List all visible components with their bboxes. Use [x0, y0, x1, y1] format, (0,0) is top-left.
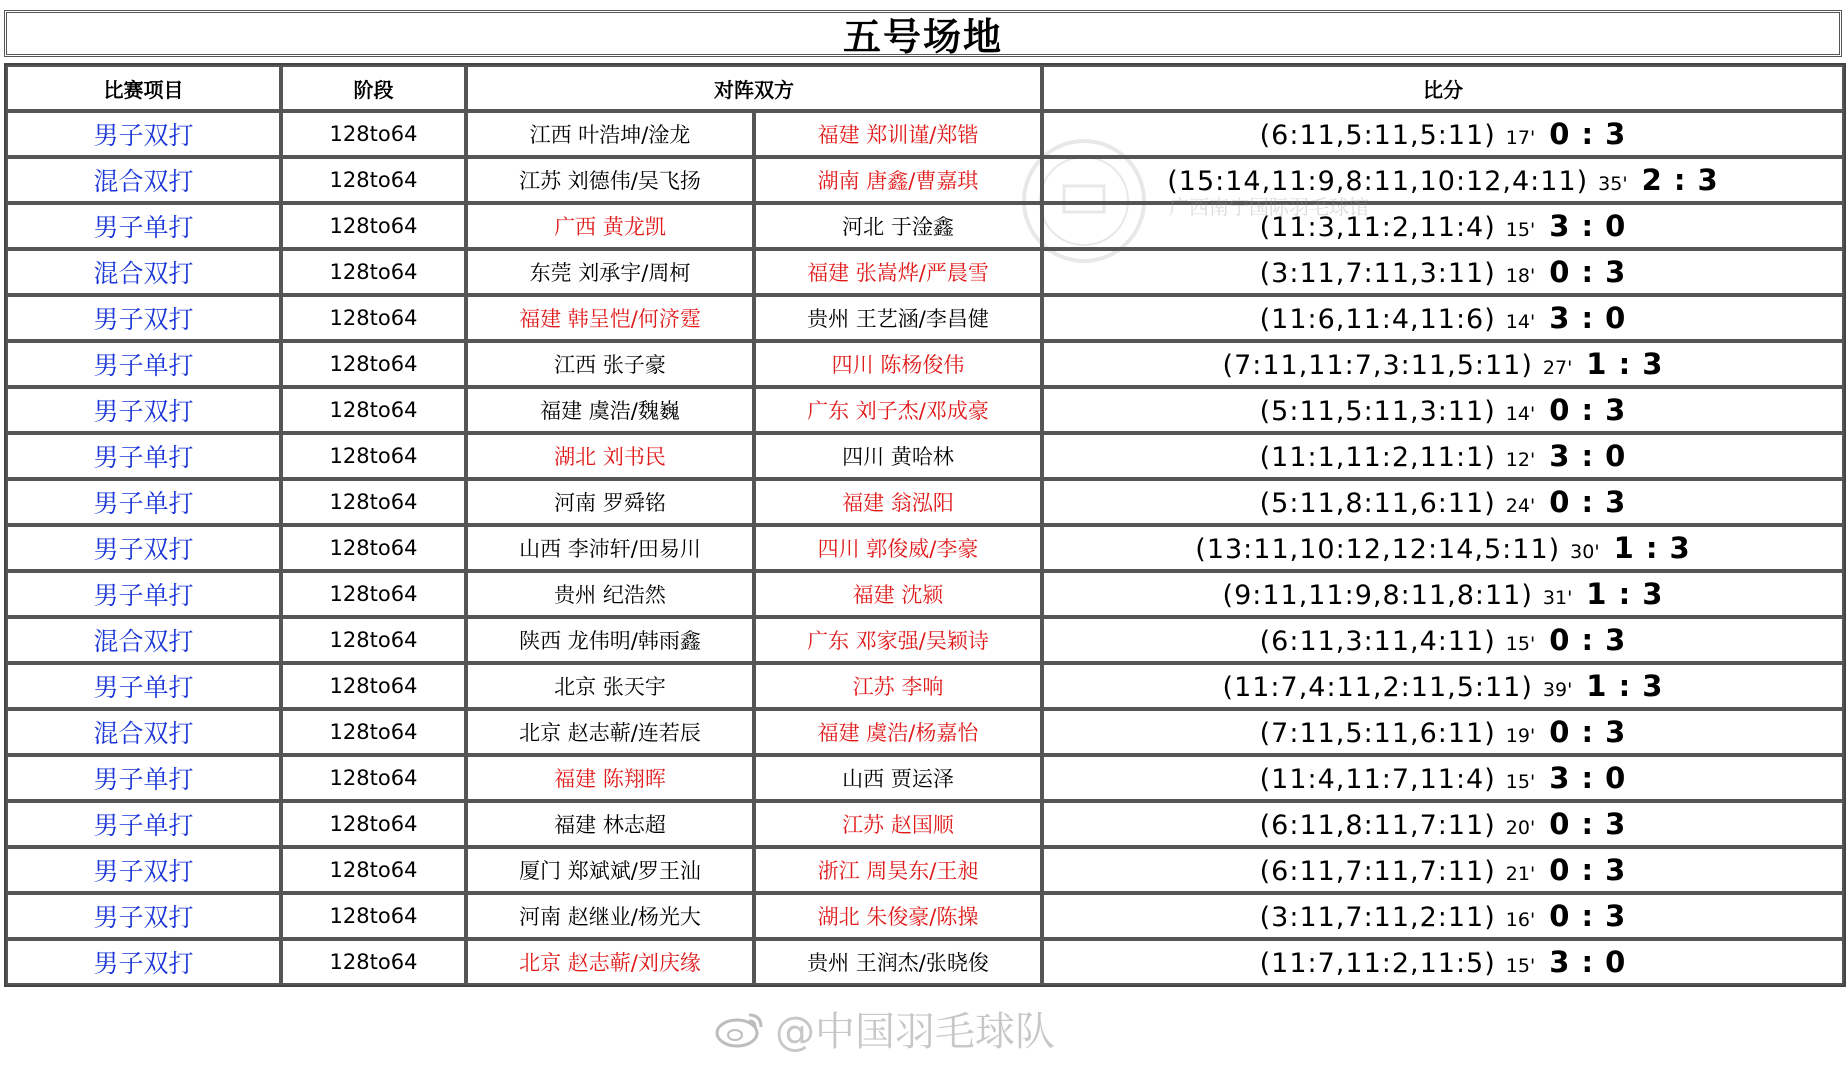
event-link[interactable]: 男子单打 — [6, 433, 281, 479]
match-result: 0 : 3 — [1549, 255, 1627, 289]
score-cell — [1042, 295, 1844, 341]
player-two-cell: 福建 虞浩/杨嘉怡 — [754, 709, 1042, 755]
match-duration: 12' — [1505, 449, 1536, 471]
stage-cell: 128to64 — [281, 203, 466, 249]
game-scores: (6:11,8:11,7:11) — [1259, 810, 1496, 841]
match-duration: 15' — [1505, 771, 1536, 793]
table-row — [6, 801, 1844, 847]
match-duration: 24' — [1505, 495, 1536, 517]
event-link[interactable]: 男子单打 — [6, 571, 281, 617]
player-one-cell: 东莞 刘承宇/周柯 — [466, 249, 754, 295]
match-duration: 35' — [1598, 173, 1628, 195]
table-row — [6, 157, 1844, 203]
player-one-cell: 北京 张天宇 — [466, 663, 754, 709]
stage-cell: 128to64 — [281, 157, 466, 203]
table-row — [6, 111, 1844, 157]
match-result: 0 : 3 — [1549, 623, 1627, 657]
player-one-cell: 厦门 郑斌斌/罗王汕 — [466, 847, 754, 893]
header-event: 比赛项目 — [6, 65, 281, 111]
match-result: 0 : 3 — [1549, 393, 1627, 427]
score-cell — [1042, 387, 1844, 433]
score-cell — [1042, 249, 1844, 295]
player-two-cell: 四川 郭俊威/李豪 — [754, 525, 1042, 571]
player-two-cell: 贵州 王润杰/张晓俊 — [754, 939, 1042, 985]
match-duration: 17' — [1505, 127, 1536, 149]
player-one-cell: 河南 赵继业/杨光大 — [466, 893, 754, 939]
stage-cell: 128to64 — [281, 893, 466, 939]
player-two-cell: 山西 贾运泽 — [754, 755, 1042, 801]
match-result: 1 : 3 — [1586, 577, 1664, 611]
score-cell — [1042, 663, 1844, 709]
match-result: 2 : 3 — [1641, 163, 1719, 197]
event-link[interactable]: 男子双打 — [6, 525, 281, 571]
match-duration: 15' — [1505, 219, 1536, 241]
player-one-cell: 湖北 刘书民 — [466, 433, 754, 479]
match-result: 1 : 3 — [1586, 669, 1664, 703]
stage-cell: 128to64 — [281, 847, 466, 893]
player-two-cell: 广东 邓家强/吴颖诗 — [754, 617, 1042, 663]
table-row — [6, 433, 1844, 479]
score-cell — [1042, 939, 1844, 985]
header-row — [6, 65, 1844, 111]
match-result: 3 : 0 — [1549, 209, 1627, 243]
table-row — [6, 663, 1844, 709]
match-duration: 15' — [1505, 955, 1536, 977]
game-scores: (11:1,11:2,11:1) — [1259, 442, 1496, 473]
player-one-cell: 福建 虞浩/魏巍 — [466, 387, 754, 433]
player-one-cell: 福建 韩呈恺/何济霆 — [466, 295, 754, 341]
game-scores: (6:11,5:11,5:11) — [1259, 120, 1496, 151]
event-link[interactable]: 男子双打 — [6, 387, 281, 433]
stage-cell: 128to64 — [281, 525, 466, 571]
match-duration: 18' — [1505, 265, 1536, 287]
player-two-cell: 四川 陈杨俊伟 — [754, 341, 1042, 387]
match-duration: 15' — [1505, 633, 1536, 655]
match-duration: 20' — [1505, 817, 1536, 839]
game-scores: (11:7,11:2,11:5) — [1259, 948, 1496, 979]
game-scores: (13:11,10:12,12:14,5:11) — [1195, 534, 1561, 565]
score-cell — [1042, 433, 1844, 479]
game-scores: (5:11,8:11,6:11) — [1259, 488, 1496, 519]
score-cell — [1042, 341, 1844, 387]
event-link[interactable]: 男子双打 — [6, 939, 281, 985]
table-row — [6, 755, 1844, 801]
player-one-cell: 江西 叶浩坤/淦龙 — [466, 111, 754, 157]
player-two-cell: 广东 刘子杰/邓成豪 — [754, 387, 1042, 433]
score-cell — [1042, 617, 1844, 663]
player-two-cell: 江苏 李响 — [754, 663, 1042, 709]
score-cell — [1042, 893, 1844, 939]
game-scores: (5:11,5:11,3:11) — [1259, 396, 1496, 427]
game-scores: (11:3,11:2,11:4) — [1259, 212, 1496, 243]
player-one-cell: 福建 陈翔晖 — [466, 755, 754, 801]
game-scores: (6:11,7:11,7:11) — [1259, 856, 1496, 887]
game-scores: (11:6,11:4,11:6) — [1259, 304, 1496, 335]
player-two-cell: 福建 张嵩烨/严晨雪 — [754, 249, 1042, 295]
match-result: 0 : 3 — [1549, 485, 1627, 519]
event-link[interactable]: 男子单打 — [6, 479, 281, 525]
seal-caption: 广西南宁国际羽毛球馆 — [1169, 195, 1369, 219]
score-cell — [1042, 203, 1844, 249]
player-one-cell: 北京 赵志蕲/连若辰 — [466, 709, 754, 755]
match-result: 1 : 3 — [1586, 347, 1664, 381]
match-result: 1 : 3 — [1613, 531, 1691, 565]
score-cell — [1042, 571, 1844, 617]
game-scores: (3:11,7:11,3:11) — [1259, 258, 1496, 289]
event-link[interactable]: 男子单打 — [6, 755, 281, 801]
player-one-cell: 贵州 纪浩然 — [466, 571, 754, 617]
game-scores: (3:11,7:11,2:11) — [1259, 902, 1496, 933]
match-result: 0 : 3 — [1549, 117, 1627, 151]
match-result: 3 : 0 — [1549, 301, 1627, 335]
player-two-cell: 浙江 周昊东/王昶 — [754, 847, 1042, 893]
game-scores: (6:11,3:11,4:11) — [1259, 626, 1496, 657]
table-row — [6, 203, 1844, 249]
table-row — [6, 939, 1844, 985]
stage-cell: 128to64 — [281, 755, 466, 801]
player-two-cell: 福建 沈颍 — [754, 571, 1042, 617]
event-link[interactable]: 混合双打 — [6, 617, 281, 663]
event-link[interactable]: 男子双打 — [6, 295, 281, 341]
game-scores: (11:7,4:11,2:11,5:11) — [1222, 672, 1533, 703]
player-two-cell: 湖北 朱俊豪/陈操 — [754, 893, 1042, 939]
player-two-cell: 福建 翁泓阳 — [754, 479, 1042, 525]
match-duration: 14' — [1505, 311, 1536, 333]
player-two-cell: 四川 黄哈林 — [754, 433, 1042, 479]
game-scores: (7:11,11:7,3:11,5:11) — [1222, 350, 1533, 381]
score-cell — [1042, 755, 1844, 801]
score-cell — [1042, 479, 1844, 525]
stage-cell: 128to64 — [281, 571, 466, 617]
table-row — [6, 617, 1844, 663]
header-matchup: 对阵双方 — [466, 65, 1042, 111]
match-result: 0 : 3 — [1549, 853, 1627, 887]
event-link[interactable]: 男子单打 — [6, 341, 281, 387]
player-two-cell: 湖南 唐鑫/曹嘉琪 — [754, 157, 1042, 203]
match-duration: 30' — [1570, 541, 1600, 563]
score-cell — [1042, 157, 1844, 203]
table-row — [6, 249, 1844, 295]
match-result: 3 : 0 — [1549, 761, 1627, 795]
watermark-text: @中国羽毛球队 — [775, 1009, 1055, 1055]
event-link[interactable]: 混合双打 — [6, 709, 281, 755]
event-link[interactable]: 男子单打 — [6, 663, 281, 709]
game-scores: (15:14,11:9,8:11,10:12,4:11) — [1167, 166, 1589, 197]
header-score: 比分 — [1042, 65, 1844, 111]
score-cell — [1042, 801, 1844, 847]
table-row — [6, 847, 1844, 893]
match-duration: 21' — [1505, 863, 1536, 885]
stage-cell: 128to64 — [281, 387, 466, 433]
match-result: 3 : 0 — [1549, 439, 1627, 473]
player-one-cell: 河南 罗舜铭 — [466, 479, 754, 525]
table-row — [6, 525, 1844, 571]
stage-cell: 128to64 — [281, 479, 466, 525]
match-result: 0 : 3 — [1549, 715, 1627, 749]
score-cell — [1042, 111, 1844, 157]
score-cell — [1042, 847, 1844, 893]
stage-cell: 128to64 — [281, 617, 466, 663]
player-two-cell: 贵州 王艺涵/李昌健 — [754, 295, 1042, 341]
results-table — [4, 63, 1846, 987]
stage-cell: 128to64 — [281, 939, 466, 985]
match-duration: 14' — [1505, 403, 1536, 425]
table-row — [6, 341, 1844, 387]
match-result: 0 : 3 — [1549, 899, 1627, 933]
player-one-cell: 江西 张子豪 — [466, 341, 754, 387]
player-one-cell: 山西 李沛轩/田易川 — [466, 525, 754, 571]
score-cell — [1042, 709, 1844, 755]
event-link[interactable]: 男子单打 — [6, 801, 281, 847]
stage-cell: 128to64 — [281, 433, 466, 479]
event-link[interactable]: 男子双打 — [6, 893, 281, 939]
player-one-cell: 江苏 刘德伟/吴飞扬 — [466, 157, 754, 203]
event-link[interactable]: 男子双打 — [6, 111, 281, 157]
event-link[interactable]: 混合双打 — [6, 157, 281, 203]
match-duration: 39' — [1542, 679, 1573, 701]
player-one-cell: 北京 赵志蕲/刘庆缘 — [466, 939, 754, 985]
game-scores: (7:11,5:11,6:11) — [1259, 718, 1496, 749]
player-one-cell: 福建 林志超 — [466, 801, 754, 847]
stage-cell: 128to64 — [281, 295, 466, 341]
table-row — [6, 479, 1844, 525]
match-duration: 16' — [1505, 909, 1536, 931]
header-stage: 阶段 — [281, 65, 466, 111]
stage-cell: 128to64 — [281, 341, 466, 387]
match-duration: 31' — [1542, 587, 1573, 609]
table-row — [6, 295, 1844, 341]
match-result: 3 : 0 — [1549, 945, 1627, 979]
event-link[interactable]: 混合双打 — [6, 249, 281, 295]
table-row — [6, 571, 1844, 617]
player-two-cell: 江苏 赵国顺 — [754, 801, 1042, 847]
game-scores: (9:11,11:9,8:11,8:11) — [1222, 580, 1533, 611]
court-title-box — [4, 10, 1842, 57]
table-row — [6, 387, 1844, 433]
match-duration: 19' — [1505, 725, 1536, 747]
event-link[interactable]: 男子单打 — [6, 203, 281, 249]
player-two-cell: 河北 于淦鑫 — [754, 203, 1042, 249]
results-sheet — [4, 6, 1842, 1072]
event-link[interactable]: 男子双打 — [6, 847, 281, 893]
table-row — [6, 709, 1844, 755]
player-two-cell: 福建 郑训谨/郑锴 — [754, 111, 1042, 157]
stage-cell: 128to64 — [281, 801, 466, 847]
match-duration: 27' — [1542, 357, 1573, 379]
stage-cell: 128to64 — [281, 663, 466, 709]
stage-cell: 128to64 — [281, 249, 466, 295]
court-title: 五号场地 — [842, 15, 1003, 59]
stage-cell: 128to64 — [281, 709, 466, 755]
player-one-cell: 陕西 龙伟明/韩雨鑫 — [466, 617, 754, 663]
stage-cell: 128to64 — [281, 111, 466, 157]
table-row — [6, 893, 1844, 939]
match-result: 0 : 3 — [1549, 807, 1627, 841]
game-scores: (11:4,11:7,11:4) — [1259, 764, 1496, 795]
score-cell — [1042, 525, 1844, 571]
player-one-cell: 广西 黄龙凯 — [466, 203, 754, 249]
